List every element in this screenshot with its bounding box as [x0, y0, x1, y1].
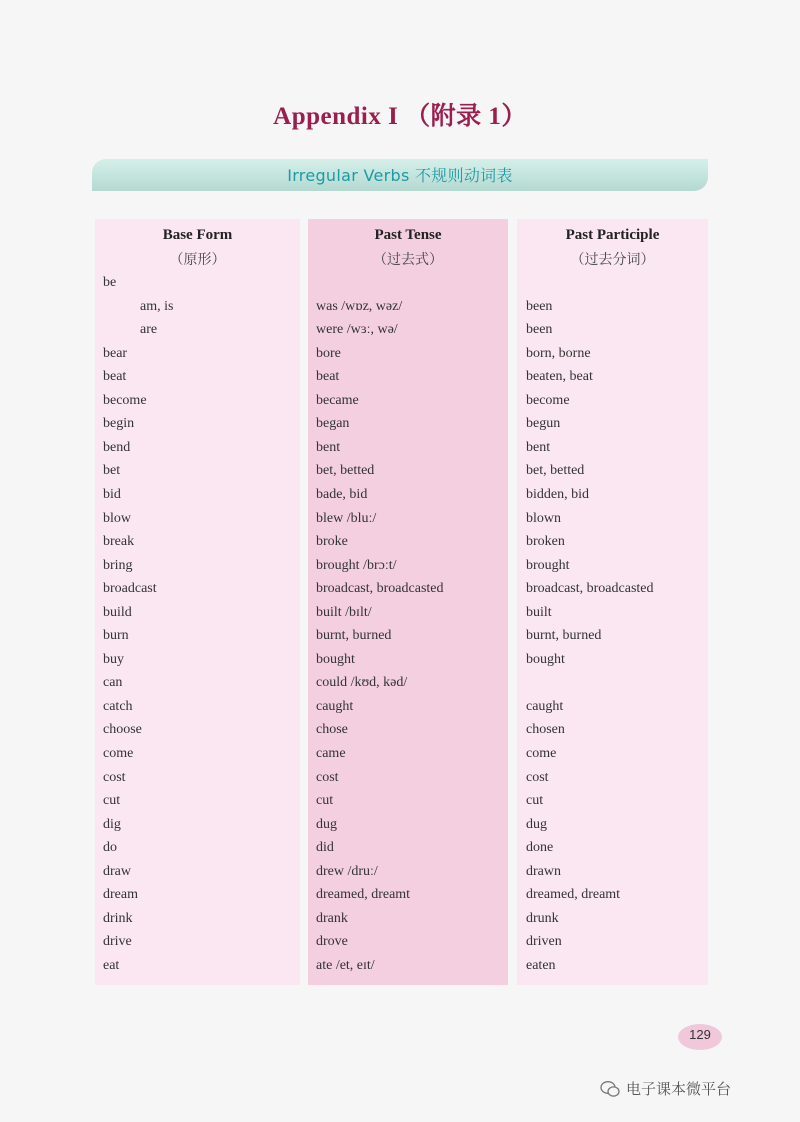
cell-base: eat	[103, 958, 120, 973]
column-heading: Past Participle	[565, 227, 660, 243]
cell-base: am, is	[140, 299, 174, 314]
cell-base: buy	[103, 652, 124, 667]
table-title: Irregular Verbs 不规则动词表	[287, 166, 513, 185]
cell-part: born, borne	[526, 346, 591, 361]
cell-base: begin	[103, 416, 135, 431]
cell-base: dream	[103, 887, 138, 902]
cell-base: cost	[103, 770, 126, 785]
column-heading: Base Form	[162, 227, 233, 243]
wechat-icon	[600, 1080, 620, 1098]
cell-base: bring	[103, 558, 133, 573]
column-subheading: （过去分词）	[570, 253, 655, 268]
page-number: 129	[689, 1027, 711, 1042]
watermark	[600, 1078, 731, 1099]
cell-part: cut	[526, 793, 544, 808]
cell-past: bet, betted	[316, 463, 375, 478]
cell-base: choose	[103, 722, 142, 737]
column-subheading: （过去式）	[373, 253, 443, 268]
cell-base: break	[103, 534, 135, 549]
cell-part: burnt, burned	[526, 628, 602, 643]
cell-part: broken	[526, 534, 565, 549]
cell-part: blown	[526, 511, 561, 526]
cell-base: broadcast	[103, 581, 157, 596]
cell-past: built /bɪlt/	[316, 605, 372, 620]
cell-base: beat	[103, 369, 127, 384]
cell-past: bade, bid	[316, 487, 368, 502]
cell-past: began	[316, 416, 350, 431]
cell-base: cut	[103, 793, 121, 808]
cell-part: dug	[526, 817, 547, 832]
cell-base: come	[103, 746, 134, 761]
cell-part: built	[526, 605, 552, 620]
cell-past: beat	[316, 369, 340, 384]
cell-base: burn	[103, 628, 129, 643]
cell-past: drew /druː/	[316, 864, 378, 879]
cell-base: build	[103, 605, 132, 620]
cell-base: dig	[103, 817, 121, 832]
cell-past: broadcast, broadcasted	[316, 581, 444, 596]
cell-part: begun	[526, 416, 561, 431]
cell-past: dug	[316, 817, 337, 832]
cell-part: beaten, beat	[526, 369, 593, 384]
cell-past: cost	[316, 770, 339, 785]
cell-part: been	[526, 322, 553, 337]
watermark-text: 电子课本微平台	[626, 1080, 732, 1098]
cell-base: bid	[103, 487, 121, 502]
cell-base: be	[103, 275, 117, 290]
cell-base: become	[103, 393, 147, 408]
cell-base: draw	[103, 864, 131, 879]
cell-past: did	[316, 840, 334, 855]
cell-base: bear	[103, 346, 128, 361]
cell-past: broke	[316, 534, 348, 549]
cell-past: ate /et, eɪt/	[316, 958, 375, 973]
cell-past: were /wɜː, wə/	[316, 322, 398, 337]
cell-past: cut	[316, 793, 334, 808]
cell-part: bet, betted	[526, 463, 585, 478]
cell-past: came	[316, 746, 346, 761]
page-title: Appendix I （附录 1）	[273, 103, 527, 130]
cell-past: was /wɒz, wəz/	[316, 299, 403, 314]
cell-past: brought /brɔːt/	[316, 558, 397, 573]
cell-past: drove	[316, 934, 348, 949]
cell-base: blow	[103, 511, 131, 526]
cell-past: could /kʊd, kəd/	[316, 675, 408, 690]
cell-base: bend	[103, 440, 131, 455]
cell-part: drawn	[526, 864, 561, 879]
cell-past: bought	[316, 652, 355, 667]
cell-past: dreamed, dreamt	[316, 887, 411, 902]
cell-part: bought	[526, 652, 565, 667]
cell-part: become	[526, 393, 570, 408]
cell-past: blew /bluː/	[316, 511, 377, 526]
cell-base: do	[103, 840, 117, 855]
cell-base: drink	[103, 911, 133, 926]
cell-part: been	[526, 299, 553, 314]
cell-past: drank	[316, 911, 348, 926]
column-subheading: （原形）	[169, 253, 226, 268]
cell-part: chosen	[526, 722, 565, 737]
cell-part: bent	[526, 440, 551, 455]
cell-part: driven	[526, 934, 562, 949]
cell-part: come	[526, 746, 557, 761]
column-heading: Past Tense	[374, 227, 442, 243]
cell-base: drive	[103, 934, 132, 949]
cell-part: brought	[526, 558, 570, 573]
cell-part: eaten	[526, 958, 556, 973]
cell-base: can	[103, 675, 123, 690]
cell-part: bidden, bid	[526, 487, 589, 502]
cell-part: caught	[526, 699, 564, 714]
cell-part: broadcast, broadcasted	[526, 581, 654, 596]
cell-base: bet	[103, 463, 121, 478]
cell-part: drunk	[526, 911, 559, 926]
cell-past: caught	[316, 699, 354, 714]
cell-base: catch	[103, 699, 133, 714]
cell-past: burnt, burned	[316, 628, 392, 643]
cell-part: cost	[526, 770, 549, 785]
cell-past: bore	[316, 346, 341, 361]
cell-base: are	[140, 322, 158, 337]
cell-past: bent	[316, 440, 341, 455]
cell-past: chose	[316, 722, 348, 737]
cell-part: done	[526, 840, 554, 855]
cell-past: became	[316, 393, 359, 408]
cell-part: dreamed, dreamt	[526, 887, 621, 902]
